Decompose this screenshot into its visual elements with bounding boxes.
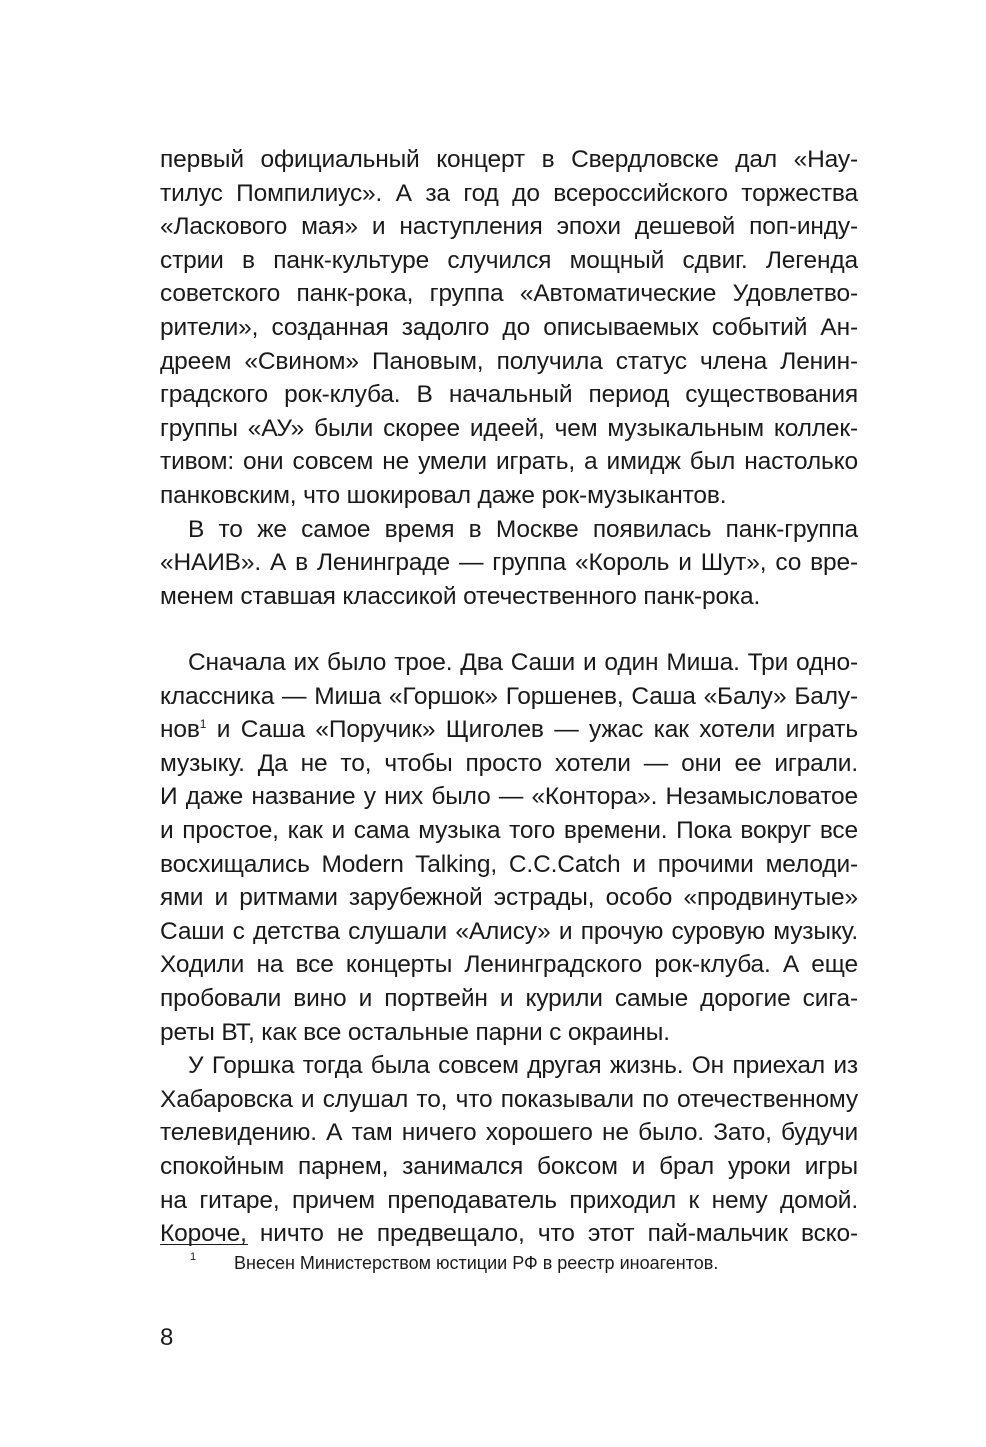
text-line: градского рок-клуба. В начальный период существования (160, 381, 858, 409)
text-line: У Горшка тогда была совсем другая жизнь. Он приехал из (188, 1052, 858, 1080)
text-line: стрии в панк-культуре случился мощный сдвиг. Легенда (160, 246, 858, 274)
text-line: дреем «Свином» Пановым, получила статус члена Ленин- (160, 347, 858, 375)
text-line: В то же самое время в Москве появилась панк-группа (188, 515, 858, 543)
text-line: спокойным парнем, занимался боксом и брал уроки игры (160, 1152, 858, 1180)
text-line: тивом: они совсем не умели играть, а имидж был настолько (160, 448, 858, 476)
text-fragment: нов (160, 716, 200, 744)
text-line: Ходили на все концерты Ленинградского рок-клуба. А еще (160, 951, 858, 979)
page-number: 8 (160, 1324, 174, 1351)
text-line: музыку. Да не то, чтобы просто хотели — они ее играли. (160, 749, 858, 777)
text-line: Сначала их было трое. Два Саши и один Миша. Три одно- (188, 649, 858, 676)
text-section-1 (160, 143, 858, 613)
text-line: первый официальный концерт в Свердловске дал «Нау- (160, 146, 858, 173)
footnote-divider (160, 1244, 248, 1245)
footnote (160, 1249, 858, 1277)
text-line: И даже название у них было — «Контора». Незамысловатое (160, 783, 858, 811)
text-line: группы «АУ» были скорее идеей, чем музыкальным коллек- (160, 414, 858, 442)
text-line: менем ставшая классикой отечественного панк-рока. (160, 582, 761, 610)
text-section-2 (160, 646, 858, 1251)
text-line: классника — Миша «Горшок» Горшенев, Саша «Балу» Балу- (160, 682, 858, 710)
text-line-with-footnote (160, 713, 858, 747)
footnote-text: Внесен Министерством юстиции РФ в реестр иноагентов. (234, 1253, 719, 1273)
text-line: пробовали вино и портвейн и курили самые дорогие сига- (160, 984, 858, 1012)
text-line: восхищались Modern Talking, C.C.Catch и прочими мелоди- (160, 850, 858, 878)
text-line: панковским, что шокировал даже рок-музыкантов. (160, 481, 727, 509)
text-line: «Ласкового мая» и наступления эпохи дешевой поп-инду- (160, 213, 858, 241)
text-line: «НАИВ». А в Ленинграде — группа «Король и Шут», со вре- (160, 549, 858, 577)
text-line: и простое, как и сама музыка того времени. Пока вокруг все (160, 816, 858, 844)
text-line: Короче, ничто не предвещало, что этот пай-мальчик вско- (160, 1220, 858, 1248)
text-line: ями и ритмами зарубежной эстрады, особо «продвинутые» (160, 884, 858, 912)
text-line: телевидению. А там ничего хорошего не было. Зато, будучи (160, 1119, 858, 1147)
text-line: на гитаре, причем преподаватель приходил к нему домой. (160, 1186, 858, 1214)
footnote-reference: 1 (199, 717, 207, 732)
text-line: реты ВТ, как все остальные парни с окраины. (160, 1018, 670, 1046)
footnote-number: 1 (190, 1251, 197, 1263)
text-line: Хабаровска и слушал то, что показывали по отечественному (160, 1085, 858, 1113)
text-line: советского панк-рока, группа «Автоматические Удовлетво- (160, 280, 858, 308)
text-fragment: и Саша «Поручик» Щиголев — ужас как хотели играть (216, 716, 858, 744)
text-line: Саши с детства слушали «Алису» и прочую суровую музыку. (160, 917, 858, 945)
text-line: тилус Помпилиус». А за год до всероссийского торжества (160, 179, 858, 207)
text-line: рители», созданная задолго до описываемых событий Ан- (160, 313, 858, 341)
